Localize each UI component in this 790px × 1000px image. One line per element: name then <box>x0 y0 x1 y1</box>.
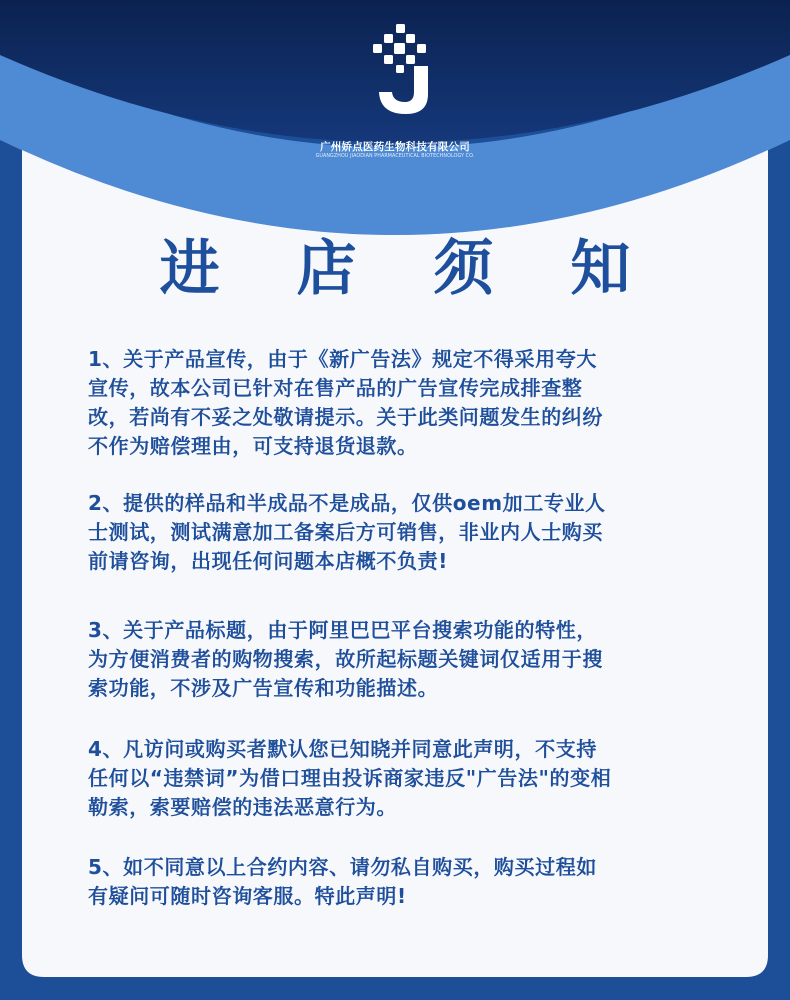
clause-line: 士测试，测试满意加工备案后方可销售，非业内人士购买 <box>88 520 603 544</box>
clause-line: 5、如不同意以上合约内容、请勿私自购买，购买过程如 <box>88 855 597 879</box>
brand-header <box>0 0 790 175</box>
dotted-j-logo-icon <box>370 24 440 116</box>
clause-line: 勒索，索要赔偿的违法恶意行为。 <box>88 795 397 819</box>
notice-title: 进 店 须 知 <box>159 234 659 304</box>
clause-line: 为方便消费者的购物搜索，故所起标题关键词仅适用于搜 <box>88 647 603 671</box>
company-name-en: GUANGZHOU JIAODIAN PHARMACEUTICAL BIOTECHNOLOGY CO. <box>315 154 475 159</box>
notice-clause-2 <box>88 489 728 576</box>
notice-clause-3 <box>88 616 728 703</box>
clause-line: 有疑问可随时咨询客服。特此声明! <box>88 884 407 908</box>
clause-line: 1、关于产品宣传，由于《新广告法》规定不得采用夸大 <box>88 347 597 371</box>
notice-clause-4 <box>88 735 728 822</box>
clause-line: 任何以“违禁词”为借口理由投诉商家违反"广告法"的变相 <box>88 766 612 790</box>
company-name-cn: 广州娇点医药生物科技有限公司 <box>320 141 470 153</box>
clause-line: 3、关于产品标题，由于阿里巴巴平台搜索功能的特性， <box>88 618 597 642</box>
notice-clause-1 <box>88 345 728 461</box>
clause-line: 宣传，故本公司已针对在售产品的广告宣传完成排查整 <box>88 376 583 400</box>
clause-line: 索功能，不涉及广告宣传和功能描述。 <box>88 676 439 700</box>
clause-line: 2、提供的样品和半成品不是成品，仅供oem加工专业人 <box>88 491 606 515</box>
clause-line: 不作为赔偿理由，可支持退货退款。 <box>88 434 418 458</box>
notice-clause-5 <box>88 853 728 911</box>
clause-line: 改，若尚有不妥之处敬请提示。关于此类问题发生的纠纷 <box>88 405 603 429</box>
clause-line: 前请咨询，出现任何问题本店概不负责! <box>88 549 448 573</box>
clause-line: 4、凡访问或购买者默认您已知晓并同意此声明，不支持 <box>88 737 597 761</box>
